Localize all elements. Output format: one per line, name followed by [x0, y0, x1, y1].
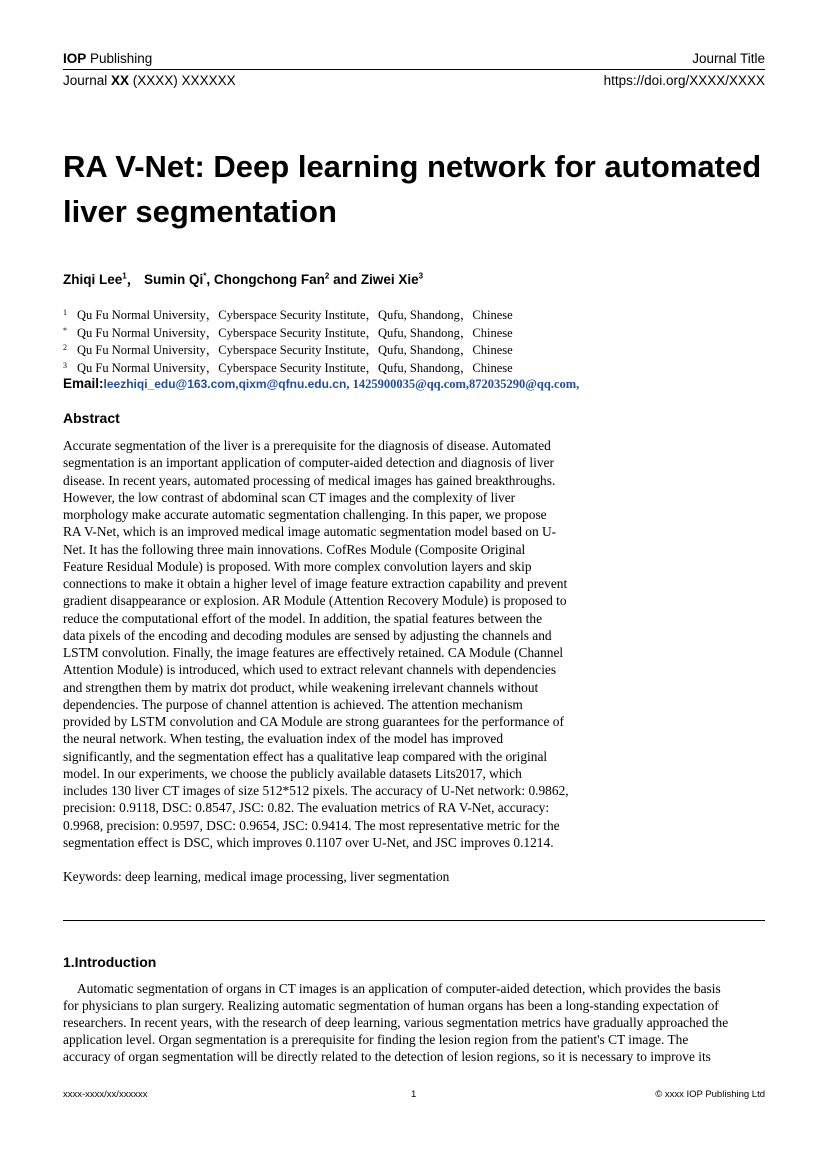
- affiliation-corresponding: * Qu Fu Normal University，Cyberspace Security Institute，Qufu, Shandong，Chinese: [63, 325, 513, 340]
- abstract-line: Accurate segmentation of the liver is a prerequisite for the diagnosis of disease. Automated: [63, 438, 551, 453]
- abstract-line: However, the low contrast of abdominal scan CT images and the complexity of liver: [63, 489, 516, 505]
- abstract-heading: Abstract: [63, 410, 120, 426]
- abstract-line: RA V-Net, which is an improved medical image automatic segmentation model based on U-: [63, 524, 557, 540]
- abstract-line: segmentation effect is DSC, which improves 0.1107 over U-Net, and JSC improves 0.1214.: [63, 834, 554, 850]
- abstract-line: the neural network. When testing, the evaluation index of the model has improved: [63, 731, 504, 747]
- introduction-line: for physicians to plan surgery. Realizing automatic segmentation of human organs has been a long-standing expectation of: [63, 998, 719, 1014]
- title-line-2: liver segmentation: [63, 194, 337, 229]
- abstract-line: precision: 0.9118, DSC: 0.8547, JSC: 0.82. The evaluation metrics of RA V-Net, accuracy:: [63, 800, 550, 816]
- abstract-line: data pixels of the encoding and decoding modules are sensed by adjusting the channels and: [63, 627, 552, 643]
- abstract-line: morphology make accurate automatic segmentation challenging. In this paper, we propose: [63, 507, 547, 522]
- email-links-2[interactable]: , 1425900035@qq.com,872035290@qq.com,: [346, 377, 580, 391]
- journal-citation: Journal XX (XXXX) XXXXXX: [63, 73, 236, 88]
- abstract-line: LSTM convolution. Finally, the image features are effectively retained. CA Module (Channel: [63, 645, 564, 660]
- section-divider: [63, 920, 765, 921]
- paper-title: [63, 144, 783, 234]
- abstract-line: reduce the computational effort of the model. In addition, the spatial features between the: [63, 610, 543, 626]
- introduction-line: accuracy of organ segmentation will be directly related to the detection of lesion regions, so it is necessary to improve its: [63, 1049, 711, 1065]
- affiliation-1: 1 Qu Fu Normal University，Cyberspace Security Institute，Qufu, Shandong，Chinese: [63, 308, 513, 322]
- affiliation-2: 2 Qu Fu Normal University，Cyberspace Security Institute，Qufu, Shandong，Chinese: [63, 343, 513, 357]
- introduction-line: researchers. In recent years, with the research of deep learning, various segmentation metrics have gradually approached the: [63, 1015, 729, 1031]
- abstract-line: Net. It has the following three main innovations. CofRes Module (Composite Original: [63, 541, 526, 557]
- footer-code: xxxx-xxxx/xx/xxxxxx: [63, 1089, 148, 1100]
- abstract-line: gradient disappearance or explosion. AR Module (Attention Recovery Module) is proposed to: [63, 593, 567, 609]
- introduction-line: Automatic segmentation of organs in CT images is an application of computer-aided detection, which provides the basis: [77, 981, 721, 996]
- abstract-line: Attention Module) is introduced, which used to extract relevant channels with dependencies: [63, 662, 557, 678]
- abstract-line: and strengthen them by matrix dot product, while weakening irrelevant channels without: [63, 679, 539, 695]
- abstract-line: 0.9968, precision: 0.9597, DSC: 0.9654, JSC: 0.9414. The most representative metric for the: [63, 817, 560, 833]
- doi-link[interactable]: https://doi.org/XXXX/XXXX: [603, 73, 765, 88]
- introduction-body: [63, 980, 765, 1065]
- email-links-1[interactable]: leezhiqi_edu@163.com,qixm@qfnu.edu.cn: [103, 377, 347, 391]
- footer-copyright: © xxxx IOP Publishing Ltd: [655, 1089, 765, 1100]
- abstract-line: Feature Residual Module) is proposed. With more complex convolution layers and skip: [63, 558, 532, 574]
- affiliation-3: 3 Qu Fu Normal University，Cyberspace Security Institute，Qufu, Shandong，Chinese: [63, 360, 513, 375]
- introduction-heading: 1.Introduction: [63, 954, 157, 970]
- email-line: [63, 376, 579, 392]
- email-label: Email:: [63, 376, 104, 391]
- abstract-line: disease. In recent years, automated processing of medical images has gained breakthroughs.: [63, 472, 556, 488]
- abstract-line: dependencies. The purpose of channel attention is achieved. The attention mechanism: [63, 696, 523, 712]
- abstract-line: includes 130 liver CT images of size 512*512 pixels. The accuracy of U-Net network: 0.9862,: [63, 783, 569, 798]
- page-number: 1: [411, 1089, 417, 1100]
- abstract-line: segmentation is an important application of computer-aided detection and diagnosis of liver: [63, 455, 554, 471]
- title-line-1: RA V-Net: Deep learning network for automated: [63, 149, 762, 184]
- journal-title: Journal Title: [692, 51, 765, 66]
- introduction-line: application level. Organ segmentation is a prerequisite for finding the lesion region from the patient's CT image. The: [63, 1032, 689, 1048]
- abstract-body: [63, 437, 603, 851]
- abstract-line: significantly, and the segmentation effect has a qualitative leap compared with the original: [63, 748, 548, 764]
- header-divider: [63, 69, 765, 70]
- keywords: Keywords: deep learning, medical image processing, liver segmentation: [63, 869, 450, 884]
- abstract-line: connections to make it obtain a higher level of image feature extraction capability and prevent: [63, 576, 568, 591]
- publisher-name: IOP Publishing: [63, 51, 153, 66]
- abstract-line: model. In our experiments, we choose the publicly available datasets Lits2017, which: [63, 765, 522, 781]
- abstract-line: provided by LSTM convolution and CA Module are strong guarantees for the performance of: [63, 714, 564, 729]
- author-list: Zhiqi Lee$^1$， Sumin Qi*, Chongchong Fan$^2$ and Ziwei Xie$^3$: [63, 271, 424, 287]
